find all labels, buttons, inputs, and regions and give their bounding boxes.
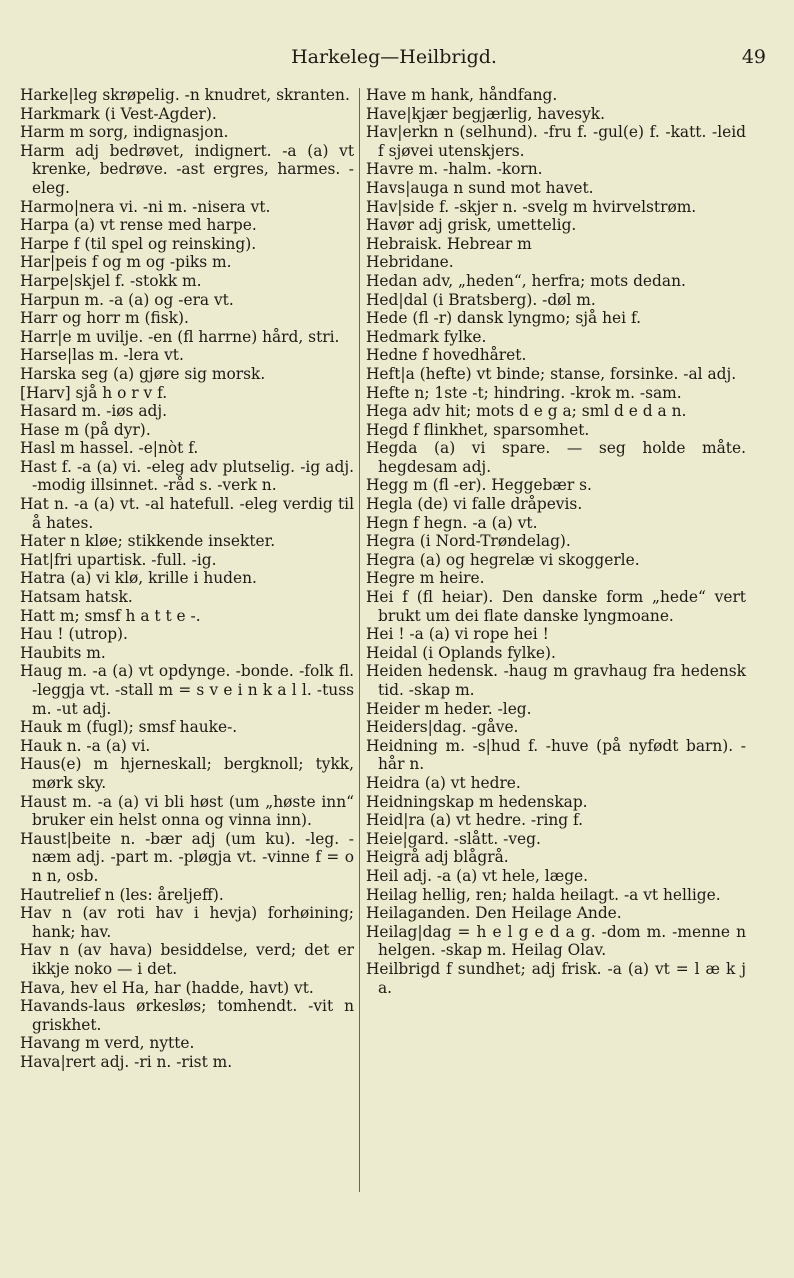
dictionary-entry: Hegn f hegn. -a (a) vt.: [366, 513, 538, 532]
dictionary-entry: Heidra (a) vt hedre.: [366, 773, 521, 792]
dictionary-entry: Hegra (i Nord-Trøndelag).: [366, 532, 571, 551]
dictionary-entry: Havang m verd, nytte.: [20, 1034, 195, 1053]
dictionary-entry: Hei f (fl heiar). Den danske form „hede“ vert brukt um dei flate danske lyngmoane.: [366, 588, 746, 625]
dictionary-entry: Harpe f (til spel og reinsking).: [20, 234, 257, 253]
dictionary-entry: Hede (fl -r) dansk lyngmo; sjå hei f.: [366, 309, 641, 328]
dictionary-entry: Heie|gard. -slått. -veg.: [366, 829, 541, 848]
dictionary-entry: Harmo|nera vi. -ni m. -nisera vt.: [20, 197, 271, 216]
dictionary-entry: Heidningskap m hedenskap.: [366, 792, 588, 811]
dictionary-entry: Hatra (a) vi klø, krille i huden.: [20, 569, 257, 588]
dictionary-entry: Hega adv hit; mots d e g a; sml d e d a n.: [366, 402, 687, 421]
dictionary-entry: Harse|las m. -lera vt.: [20, 346, 184, 365]
left-column: [20, 86, 354, 1071]
dictionary-entry: Have m hank, håndfang.: [366, 86, 558, 104]
dictionary-entry: Heft|a (hefte) vt binde; stanse, forsinke. -al adj.: [366, 364, 737, 383]
dictionary-entry: Harska seg (a) gjøre sig morsk.: [20, 364, 266, 383]
dictionary-entry: Hegd f flinkhet, sparsomhet.: [366, 420, 590, 439]
dictionary-entry: Hava, hev el Ha, har (hadde, havt) vt.: [20, 978, 314, 997]
column-divider: [359, 88, 360, 1192]
dictionary-entry: Hava|rert adj. -ri n. -rist m.: [20, 1052, 233, 1071]
dictionary-entry: Hegla (de) vi falle dråpevis.: [366, 495, 583, 514]
dictionary-entry: Heider m heder. -leg.: [366, 699, 532, 718]
dictionary-entry: Haug m. -a (a) vt opdynge. -bonde. -folk fl. -leggja vt. -stall m = s v e i n k a l l. -tuss m. -ut adj.: [20, 662, 354, 718]
dictionary-entry: Heiden hedensk. -haug m gravhaug fra hedensk tid. -skap m.: [366, 662, 746, 699]
dictionary-entry: Hegda (a) vi spare. — seg holde måte. hegdesam adj.: [366, 439, 746, 476]
dictionary-entry: Harr|e m uvilje. -en (fl harrne) hård, stri.: [20, 327, 340, 346]
dictionary-entry: Harke|leg skrøpelig. -n knudret, skranten.: [20, 86, 350, 104]
dictionary-entry: [Harv] sjå h o r v f.: [20, 383, 168, 402]
dictionary-entry: Hauk m (fugl); smsf hauke-.: [20, 718, 238, 737]
dictionary-entry: Have|kjær begjærlig, havesyk.: [366, 104, 605, 123]
dictionary-entry: Harr og horr m (fisk).: [20, 309, 189, 328]
dictionary-entry: Heidning m. -s|hud f. -huve (på nyfødt barn). -hår n.: [366, 736, 746, 774]
dictionary-entry: Hedne f hovedhåret.: [366, 346, 527, 365]
dictionary-entry: Heigrå adj blågrå.: [366, 848, 509, 867]
dictionary-entry: Havør adj grisk, umettelig.: [366, 216, 577, 235]
dictionary-entry: Heilaganden. Den Heilage Ande.: [366, 904, 622, 923]
dictionary-entry: Hegre m heire.: [366, 569, 485, 588]
page-header: [22, 46, 766, 74]
dictionary-entry: Haust|beite n. -bær adj (um ku). -leg. -næm adj. -part m. -pløgja vt. -vinne f = o n n, osb.: [20, 829, 354, 885]
dictionary-entry: Hater n kløe; stikkende insekter.: [20, 532, 276, 551]
dictionary-entry: Haubits m.: [20, 643, 106, 662]
dictionary-entry: Hat|fri upartisk. -full. -ig.: [20, 550, 217, 569]
running-title: Harkeleg—Heilbrigd.: [291, 46, 497, 68]
dictionary-entry: Harm m sorg, indignasjon.: [20, 123, 229, 142]
dictionary-entry: Hebraisk. Hebrear m: [366, 234, 532, 253]
dictionary-entry: Harpun m. -a (a) og -era vt.: [20, 290, 234, 309]
dictionary-entry: Heiders|dag. -gåve.: [366, 718, 519, 737]
dictionary-entry: Hav|erkn n (selhund). -fru f. -gul(e) f. -katt. -leid f sjøvei utenskjers.: [366, 123, 746, 160]
dictionary-entry: Havs|auga n sund mot havet.: [366, 178, 594, 197]
dictionary-entry: Hase m (på dyr).: [20, 420, 151, 439]
dictionary-entry: Hav|side f. -skjer n. -svelg m hvirvelstrøm.: [366, 197, 697, 216]
dictionary-entry: Hegra (a) og hegrelæ vi skoggerle.: [366, 550, 640, 569]
dictionary-entry: Hedan adv, „heden“, herfra; mots dedan.: [366, 271, 686, 290]
dictionary-entry: Hat n. -a (a) vt. -al hatefull. -eleg verdig til å hates.: [20, 495, 354, 532]
dictionary-entry: Hau ! (utrop).: [20, 625, 128, 644]
dictionary-entry: Hav n (av roti hav i hevja) forhøining; hank; hav.: [20, 904, 354, 941]
dictionary-entry: Harpa (a) vt rense med harpe.: [20, 216, 257, 235]
dictionary-entry: Hav n (av hava) besiddelse, verd; det er ikkje noko — i det.: [20, 941, 354, 978]
dictionary-entry: Heilag hellig, ren; halda heilagt. -a vt hellige.: [366, 885, 721, 904]
dictionary-entry: Harkmark (i Vest-Agder).: [20, 104, 217, 123]
dictionary-entry: Harm adj bedrøvet, indignert. -a (a) vt krenke, bedrøve. -ast ergres, harmes. -eleg.: [20, 141, 354, 197]
right-column: [366, 86, 746, 997]
dictionary-entry: Haust m. -a (a) vi bli høst (um „høste inn“ bruker ein helst onna og vinna inn).: [20, 792, 354, 830]
dictionary-entry: Hautrelief n (les: åreljeff).: [20, 885, 224, 904]
dictionary-entry: Hei ! -a (a) vi rope hei !: [366, 625, 549, 644]
dictionary-entry: Hedmark fylke.: [366, 327, 487, 346]
dictionary-entry: Heilag|dag = h e l g e d a g. -dom m. -menne n helgen. -skap m. Heilag Olav.: [366, 922, 746, 960]
dictionary-entry: Hasard m. -iøs adj.: [20, 402, 168, 421]
dictionary-entry: Hatsam hatsk.: [20, 588, 133, 607]
dictionary-entry: Hed|dal (i Bratsberg). -døl m.: [366, 290, 596, 309]
dictionary-entry: Hauk n. -a (a) vi.: [20, 736, 151, 755]
page-number: 49: [741, 46, 766, 68]
dictionary-entry: Heilbrigd f sundhet; adj frisk. -a (a) vt = l æ k j a.: [366, 959, 746, 997]
dictionary-entry: Heid|ra (a) vt hedre. -ring f.: [366, 811, 584, 830]
dictionary-entry: Hefte n; 1ste -t; hindring. -krok m. -sam.: [366, 383, 682, 402]
dictionary-entry: Har|peis f og m og -piks m.: [20, 253, 232, 272]
dictionary-entry: Heil adj. -a (a) vt hele, læge.: [366, 866, 589, 885]
dictionary-entry: Harpe|skjel f. -stokk m.: [20, 271, 202, 290]
dictionary-entry: Hebridane.: [366, 253, 454, 272]
dictionary-entry: Havands-laus ørkesløs; tomhendt. -vit n griskhet.: [20, 997, 354, 1034]
dictionary-entry: Haus(e) m hjerneskall; bergknoll; tykk, mørk sky.: [20, 755, 354, 792]
dictionary-entry: Hast f. -a (a) vi. -eleg adv plutselig. -ig adj. -modig illsinnet. -råd s. -verk n.: [20, 457, 354, 495]
dictionary-entry: Hegg m (fl -er). Heggebær s.: [366, 476, 592, 495]
dictionary-entry: Hasl m hassel. -e|nòt f.: [20, 439, 199, 458]
dictionary-entry: Heidal (i Oplands fylke).: [366, 643, 556, 662]
dictionary-entry: Havre m. -halm. -korn.: [366, 160, 543, 179]
dictionary-entry: Hatt m; smsf h a t t e -.: [20, 606, 201, 625]
